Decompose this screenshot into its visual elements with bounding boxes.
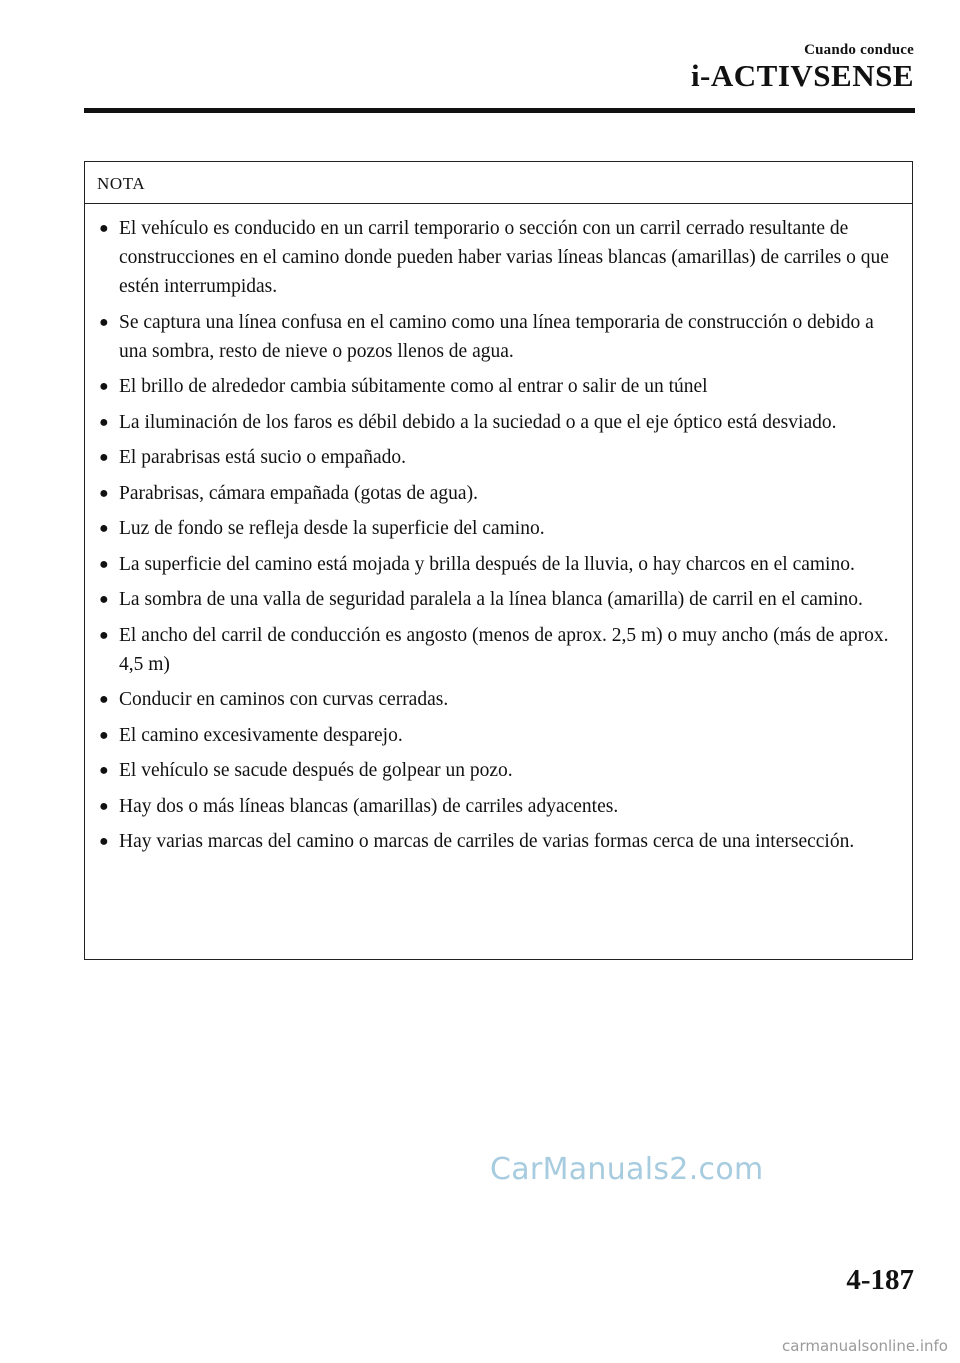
bullet-icon: ●	[99, 833, 109, 850]
list-item-text: El vehículo es conducido en un carril temporario o sección con un carril cerrado resultante de construcciones en el camino donde pueden haber varias líneas blancas (amarillas) de carriles o que estén interrumpidas.	[119, 218, 889, 297]
list-item	[99, 792, 904, 821]
list-item	[99, 443, 904, 472]
list-item	[99, 372, 904, 401]
list-item-text: Hay varias marcas del camino o marcas de carriles de varias formas cerca de una intersección.	[119, 831, 855, 852]
list-item-text: El parabrisas está sucio o empañado.	[119, 447, 406, 468]
bullet-icon: ●	[99, 762, 109, 779]
list-item	[99, 308, 904, 366]
list-item-text: Hay dos o más líneas blancas (amarillas) de carriles adyacentes.	[119, 795, 619, 817]
list-item	[99, 408, 904, 437]
list-item-text: El brillo de alrededor cambia súbitamente como al entrar o salir de un túnel	[119, 376, 708, 397]
list-item-text: La iluminación de los faros es débil debido a la suciedad o a que el eje óptico está desviado.	[119, 411, 837, 433]
list-item	[99, 756, 904, 785]
bullet-icon: ●	[99, 413, 109, 431]
list-item-text: Se captura una línea confusa en el camino como una línea temporaria de construcción o debido a una sombra, resto de nieve o pozos llenos de agua.	[119, 311, 874, 362]
list-item	[99, 214, 904, 301]
list-item	[99, 550, 904, 579]
page-number: 4-187	[846, 1264, 914, 1296]
note-heading: NOTA	[85, 162, 912, 204]
list-item-text: El ancho del carril de conducción es angosto (menos de aprox. 2,5 m) o muy ancho (más de aprox. 4,5 m)	[119, 624, 889, 675]
list-item-text: La superficie del camino está mojada y brilla después de la lluvia, o hay charcos en el camino.	[119, 553, 855, 575]
bullet-icon: ●	[99, 520, 109, 537]
list-item	[99, 621, 904, 679]
list-item	[99, 585, 904, 614]
list-item	[99, 721, 904, 750]
header-rule	[84, 108, 915, 113]
list-item	[99, 514, 904, 543]
list-item-text: El camino excesivamente desparejo.	[119, 724, 403, 746]
bullet-icon: ●	[99, 484, 109, 502]
list-item	[99, 827, 904, 856]
bullet-icon: ●	[99, 691, 109, 708]
bullet-icon: ●	[99, 797, 109, 815]
watermark: CarManuals2.com	[490, 1152, 764, 1187]
bullet-icon: ●	[99, 378, 109, 395]
list-item-text: El vehículo se sacude después de golpear un pozo.	[119, 760, 513, 781]
footer-url[interactable]: carmanualsonline.info	[782, 1337, 948, 1355]
page-title: i-ACTIVSENSE	[690, 58, 914, 93]
bullet-icon: ●	[99, 591, 109, 608]
bullet-icon: ●	[99, 626, 109, 644]
section-label: Cuando conduce	[804, 42, 914, 58]
list-item	[99, 685, 904, 714]
list-item-text: Parabrisas, cámara empañada (gotas de agua).	[119, 482, 478, 504]
list-item-text: Luz de fondo se refleja desde la superficie del camino.	[119, 518, 545, 539]
bullet-icon: ●	[99, 726, 109, 744]
list-item-text: Conducir en caminos con curvas cerradas.	[119, 689, 449, 710]
bullet-icon: ●	[99, 449, 109, 466]
bullet-icon: ●	[99, 555, 109, 573]
bullet-icon: ●	[99, 313, 109, 331]
note-list	[85, 204, 912, 856]
list-item-text: La sombra de una valla de seguridad paralela a la línea blanca (amarilla) de carril en el camino.	[119, 589, 863, 610]
bullet-icon: ●	[99, 220, 109, 237]
list-item	[99, 479, 904, 508]
note-box	[84, 161, 913, 960]
